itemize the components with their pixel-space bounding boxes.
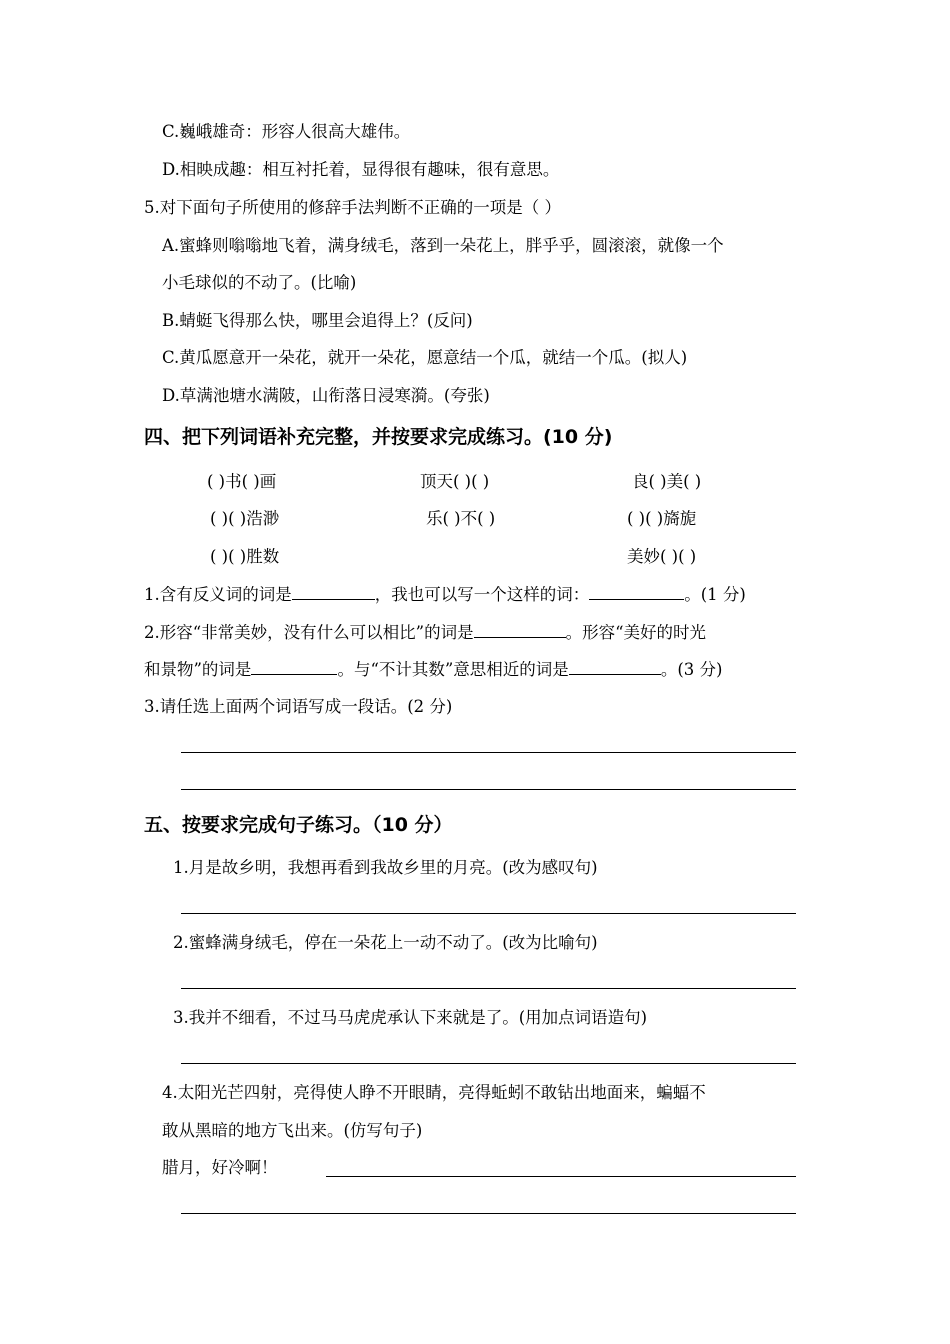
- q5-option-a-line2: 小毛球似的不动了。(比喻): [162, 273, 357, 292]
- q5-option-c: C.黄瓜愿意开一朵花，就开一朵花，愿意结一个瓜，就结一个瓜。(拟人): [162, 348, 688, 367]
- answer-blank[interactable]: [292, 583, 375, 600]
- writing-line[interactable]: [326, 1176, 796, 1177]
- section5-heading: 五、按要求完成句子练习。（10 分）: [144, 814, 453, 836]
- q5-option-d: D.草满池塘水满陂，山衔落日浸寒漪。(夸张): [162, 386, 490, 405]
- word-blank-5: 乐( )不( ): [426, 509, 496, 528]
- section5-q4-line2: 敢从黑暗的地方飞出来。(仿写句子): [162, 1121, 423, 1140]
- section5-q4-prompt: 腊月，好冷啊！: [162, 1158, 278, 1177]
- answer-blank[interactable]: [569, 658, 661, 675]
- word-blank-2: 顶天( )( ): [420, 472, 490, 491]
- section4-q1: 1.含有反义词的词是 ，我也可以写一个这样的词： 。(1 分): [144, 585, 746, 604]
- q5-option-a-line1: A.蜜蜂则嗡嗡地飞着，满身绒毛，落到一朵花上，胖乎乎，圆滚滚，就像一个: [162, 236, 724, 255]
- section5-q4-line1: 4.太阳光芒四射，亮得使人睁不开眼睛，亮得蚯蚓不敢钻出地面来，蝙蝠不: [162, 1083, 706, 1102]
- word-blank-1: ( )书( )画: [207, 472, 277, 491]
- section5-q3: 3.我并不细看，不过马马虎虎承认下来就是了。(用加点词语造句): [173, 1008, 648, 1027]
- writing-line[interactable]: [181, 913, 796, 914]
- section4-q2-line2: 和景物”的词是 。与“不计其数”意思相近的词是 。(3 分): [144, 660, 723, 679]
- q4-option-d: D.相映成趣：相互衬托着，显得很有趣味，很有意思。: [162, 160, 560, 179]
- writing-line[interactable]: [181, 988, 796, 989]
- writing-line[interactable]: [181, 1213, 796, 1214]
- word-blank-4: ( )( )浩渺: [210, 509, 280, 528]
- answer-blank[interactable]: [589, 583, 684, 600]
- q5-option-b: B.蜻蜓飞得那么快，哪里会追得上？(反问): [162, 311, 473, 330]
- writing-line[interactable]: [181, 752, 796, 753]
- section5-q1: 1.月是故乡明，我想再看到我故乡里的月亮。(改为感叹句): [173, 858, 598, 877]
- word-blank-6: ( )( )旖旎: [627, 509, 697, 528]
- word-blank-3: 良( )美( ): [632, 472, 702, 491]
- word-blank-8: 美妙( )( ): [627, 547, 697, 566]
- answer-blank[interactable]: [474, 621, 566, 638]
- writing-line[interactable]: [181, 1063, 796, 1064]
- section4-q3: 3.请任选上面两个词语写成一段话。(2 分): [144, 697, 453, 716]
- q5-stem: 5.对下面句子所使用的修辞手法判断不正确的一项是（ ）: [144, 198, 561, 217]
- q4-option-c: C.巍峨雄奇：形容人很高大雄伟。: [162, 122, 411, 141]
- answer-blank[interactable]: [251, 658, 337, 675]
- section4-q2-line1: 2.形容“非常美妙，没有什么可以相比”的词是 。形容“美好的时光: [144, 623, 707, 642]
- section4-heading: 四、把下列词语补充完整，并按要求完成练习。(10 分): [144, 426, 613, 448]
- section5-q2: 2.蜜蜂满身绒毛，停在一朵花上一动不动了。(改为比喻句): [173, 933, 598, 952]
- word-blank-7: ( )( )胜数: [210, 547, 280, 566]
- writing-line[interactable]: [181, 789, 796, 790]
